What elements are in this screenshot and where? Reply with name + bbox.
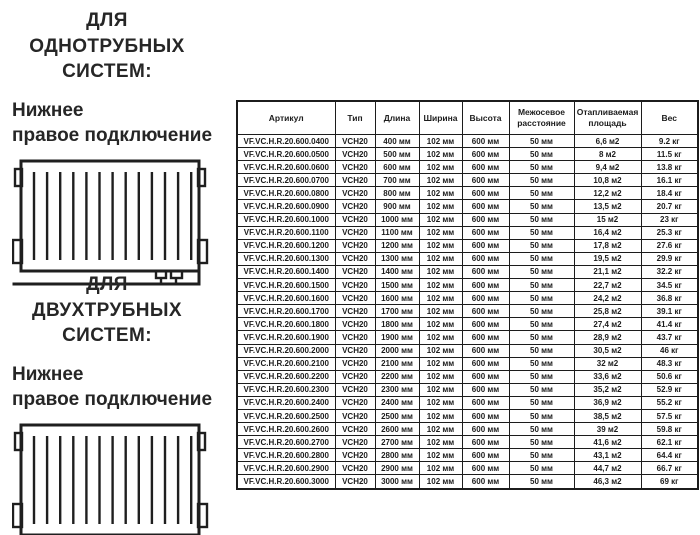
table-cell: VF.VC.H.R.20.600.3000 (237, 475, 335, 489)
table-cell: 50 мм (509, 370, 574, 383)
table-cell: 2100 мм (375, 357, 419, 370)
table-cell: VCH20 (335, 475, 375, 489)
table-cell: 102 мм (419, 305, 462, 318)
table-row (237, 252, 698, 265)
table-cell: 102 мм (419, 331, 462, 344)
table-cell: 22,7 м2 (574, 279, 641, 292)
table-cell: VCH20 (335, 161, 375, 174)
table-cell: 102 мм (419, 265, 462, 278)
table-cell: 66.7 кг (641, 462, 698, 475)
table-row (237, 475, 698, 489)
table-cell: 1000 мм (375, 213, 419, 226)
table-cell: 46,3 м2 (574, 475, 641, 489)
table-cell: 50 мм (509, 200, 574, 213)
table-cell: VCH20 (335, 252, 375, 265)
table-cell: 600 мм (462, 436, 509, 449)
section-subtitle-line1: Нижнее (12, 99, 84, 121)
table-cell: 50 мм (509, 226, 574, 239)
table-cell: VF.VC.H.R.20.600.0600 (237, 161, 335, 174)
table-cell: VF.VC.H.R.20.600.0800 (237, 187, 335, 200)
table-cell: VCH20 (335, 265, 375, 278)
table-cell: 46 кг (641, 344, 698, 357)
table-row (237, 318, 698, 331)
table-cell: 15 м2 (574, 213, 641, 226)
table-cell: 8 м2 (574, 148, 641, 161)
section-single-pipe (12, 8, 228, 290)
table-cell: 50 мм (509, 213, 574, 226)
table-cell: 27,4 м2 (574, 318, 641, 331)
table-row (237, 370, 698, 383)
table-cell: 2700 мм (375, 436, 419, 449)
table-row (237, 344, 698, 357)
table-cell: 50 мм (509, 396, 574, 409)
table-row (237, 174, 698, 187)
table-cell: 102 мм (419, 383, 462, 396)
table-cell: 102 мм (419, 318, 462, 331)
table-cell: 102 мм (419, 161, 462, 174)
table-cell: 50 мм (509, 265, 574, 278)
table-cell: 600 мм (462, 409, 509, 422)
table-cell: 25,8 м2 (574, 305, 641, 318)
table-cell: VF.VC.H.R.20.600.2900 (237, 462, 335, 475)
table-cell: 102 мм (419, 462, 462, 475)
section-subtitle-line2: правое подключение (12, 124, 213, 146)
table-cell: 600 мм (462, 239, 509, 252)
table-cell: VCH20 (335, 239, 375, 252)
table-row (237, 292, 698, 305)
table-cell: 102 мм (419, 396, 462, 409)
table-cell: 600 мм (462, 174, 509, 187)
table-cell: VF.VC.H.R.20.600.2500 (237, 409, 335, 422)
table-cell: 2800 мм (375, 449, 419, 462)
table-header-cell: Ширина (419, 101, 462, 135)
table-cell: 600 мм (462, 279, 509, 292)
table-cell: 36,9 м2 (574, 396, 641, 409)
table-cell: 38,5 м2 (574, 409, 641, 422)
table-cell: 34.5 кг (641, 279, 698, 292)
table-cell: 12,2 м2 (574, 187, 641, 200)
table-cell: 102 мм (419, 135, 462, 148)
table-cell: VF.VC.H.R.20.600.2000 (237, 344, 335, 357)
table-cell: 16.1 кг (641, 174, 698, 187)
section-subtitle (12, 363, 228, 412)
table-cell: VCH20 (335, 305, 375, 318)
table-cell: 600 мм (462, 305, 509, 318)
table-cell: 1700 мм (375, 305, 419, 318)
table-header-cell: Отапливаемая площадь (574, 101, 641, 135)
table-cell: 600 мм (462, 161, 509, 174)
table-cell: 600 мм (462, 449, 509, 462)
table-cell: 600 мм (462, 462, 509, 475)
table-row (237, 213, 698, 226)
table-cell: 43.7 кг (641, 331, 698, 344)
table-cell: VF.VC.H.R.20.600.1900 (237, 331, 335, 344)
table-cell: VCH20 (335, 187, 375, 200)
table-cell: VCH20 (335, 344, 375, 357)
table-cell: 39 м2 (574, 423, 641, 436)
table-cell: 28,9 м2 (574, 331, 641, 344)
table-cell: 102 мм (419, 239, 462, 252)
table-row (237, 305, 698, 318)
table-cell: 17,8 м2 (574, 239, 641, 252)
table-cell: 1300 мм (375, 252, 419, 265)
table-row (237, 148, 698, 161)
table-cell: 50 мм (509, 292, 574, 305)
table-cell: VF.VC.H.R.20.600.0900 (237, 200, 335, 213)
spec-table-head (237, 101, 698, 135)
table-cell: 20.7 кг (641, 200, 698, 213)
table-cell: 50 мм (509, 409, 574, 422)
section-title-line2: СИСТЕМ: (62, 325, 152, 347)
section-two-pipe (12, 272, 228, 535)
table-cell: 600 мм (462, 226, 509, 239)
table-cell: VCH20 (335, 370, 375, 383)
table-cell: 50 мм (509, 436, 574, 449)
section-title-line2: СИСТЕМ: (62, 61, 152, 83)
table-header-row (237, 101, 698, 135)
table-cell: 500 мм (375, 148, 419, 161)
table-cell: 50 мм (509, 279, 574, 292)
table-cell: VCH20 (335, 462, 375, 475)
table-cell: 400 мм (375, 135, 419, 148)
table-cell: 102 мм (419, 475, 462, 489)
table-cell: 50 мм (509, 475, 574, 489)
table-cell: 50.6 кг (641, 370, 698, 383)
table-cell: 2900 мм (375, 462, 419, 475)
table-cell: 1200 мм (375, 239, 419, 252)
table-cell: 102 мм (419, 187, 462, 200)
table-cell: VCH20 (335, 331, 375, 344)
table-cell: VF.VC.H.R.20.600.2800 (237, 449, 335, 462)
table-row (237, 396, 698, 409)
table-cell: 600 мм (462, 213, 509, 226)
radiator-diagram-single-pipe-icon (12, 158, 212, 290)
section-title-line1: ДЛЯ ОДНОТРУБНЫХ (29, 10, 185, 57)
table-cell: 50 мм (509, 148, 574, 161)
table-cell: 2000 мм (375, 344, 419, 357)
table-cell: 600 мм (462, 423, 509, 436)
table-cell: 50 мм (509, 174, 574, 187)
table-cell: 700 мм (375, 174, 419, 187)
table-cell: 600 мм (462, 331, 509, 344)
table-cell: 102 мм (419, 148, 462, 161)
table-cell: VF.VC.H.R.20.600.1400 (237, 265, 335, 278)
table-cell: 1900 мм (375, 331, 419, 344)
table-cell: 24,2 м2 (574, 292, 641, 305)
table-cell: VF.VC.H.R.20.600.1600 (237, 292, 335, 305)
table-cell: 50 мм (509, 239, 574, 252)
table-cell: 23 кг (641, 213, 698, 226)
table-cell: 11.5 кг (641, 148, 698, 161)
section-title (12, 8, 202, 85)
table-cell: VF.VC.H.R.20.600.1700 (237, 305, 335, 318)
table-row (237, 226, 698, 239)
table-cell: VF.VC.H.R.20.600.1200 (237, 239, 335, 252)
table-cell: VCH20 (335, 213, 375, 226)
table-cell: 50 мм (509, 252, 574, 265)
table-header-cell: Межосевое расстояние (509, 101, 574, 135)
table-row (237, 436, 698, 449)
table-cell: 900 мм (375, 200, 419, 213)
table-cell: VCH20 (335, 135, 375, 148)
table-cell: 52.9 кг (641, 383, 698, 396)
table-row (237, 161, 698, 174)
table-cell: 18.4 кг (641, 187, 698, 200)
table-cell: 39.1 кг (641, 305, 698, 318)
table-row (237, 239, 698, 252)
table-cell: VCH20 (335, 292, 375, 305)
table-header-cell: Длина (375, 101, 419, 135)
table-cell: VCH20 (335, 318, 375, 331)
table-cell: VCH20 (335, 423, 375, 436)
radiator-diagram-two-pipe-icon (12, 422, 212, 535)
table-cell: 102 мм (419, 213, 462, 226)
table-cell: 2400 мм (375, 396, 419, 409)
table-row (237, 462, 698, 475)
table-cell: 13.8 кг (641, 161, 698, 174)
table-cell: 50 мм (509, 423, 574, 436)
table-row (237, 265, 698, 278)
table-cell: 69 кг (641, 475, 698, 489)
table-cell: 600 мм (462, 357, 509, 370)
table-cell: VF.VC.H.R.20.600.2400 (237, 396, 335, 409)
table-cell: 800 мм (375, 187, 419, 200)
table-header-cell: Тип (335, 101, 375, 135)
table-row (237, 331, 698, 344)
table-cell: 16,4 м2 (574, 226, 641, 239)
table-row (237, 357, 698, 370)
table-cell: 50 мм (509, 318, 574, 331)
table-cell: VF.VC.H.R.20.600.2600 (237, 423, 335, 436)
table-row (237, 423, 698, 436)
table-cell: 44,7 м2 (574, 462, 641, 475)
table-cell: 43,1 м2 (574, 449, 641, 462)
table-cell: VF.VC.H.R.20.600.0700 (237, 174, 335, 187)
spec-table-body (237, 135, 698, 489)
table-cell: VCH20 (335, 174, 375, 187)
table-cell: 102 мм (419, 344, 462, 357)
table-cell: 102 мм (419, 279, 462, 292)
table-cell: 102 мм (419, 370, 462, 383)
section-subtitle (12, 99, 228, 148)
table-cell: 600 мм (462, 292, 509, 305)
table-cell: 1100 мм (375, 226, 419, 239)
table-cell: 102 мм (419, 357, 462, 370)
table-cell: 1600 мм (375, 292, 419, 305)
table-cell: 64.4 кг (641, 449, 698, 462)
table-cell: VF.VC.H.R.20.600.2200 (237, 370, 335, 383)
table-cell: VF.VC.H.R.20.600.0400 (237, 135, 335, 148)
table-cell: VCH20 (335, 396, 375, 409)
table-cell: 57.5 кг (641, 409, 698, 422)
table-cell: 6,6 м2 (574, 135, 641, 148)
table-cell: 13,5 м2 (574, 200, 641, 213)
table-cell: 25.3 кг (641, 226, 698, 239)
table-cell: 600 мм (462, 318, 509, 331)
table-cell: 32 м2 (574, 357, 641, 370)
table-cell: 50 мм (509, 449, 574, 462)
table-cell: 50 мм (509, 383, 574, 396)
table-cell: 2600 мм (375, 423, 419, 436)
table-cell: 600 мм (462, 187, 509, 200)
table-cell: 50 мм (509, 462, 574, 475)
table-cell: VCH20 (335, 226, 375, 239)
table-cell: VF.VC.H.R.20.600.1800 (237, 318, 335, 331)
table-cell: VCH20 (335, 148, 375, 161)
table-cell: 102 мм (419, 292, 462, 305)
table-cell: VCH20 (335, 200, 375, 213)
table-row (237, 135, 698, 148)
table-cell: 9,4 м2 (574, 161, 641, 174)
table-cell: 10,8 м2 (574, 174, 641, 187)
table-header-cell: Высота (462, 101, 509, 135)
table-cell: VCH20 (335, 436, 375, 449)
table-cell: 102 мм (419, 409, 462, 422)
table-cell: 102 мм (419, 252, 462, 265)
table-cell: 600 мм (462, 383, 509, 396)
table-cell: 600 мм (462, 252, 509, 265)
table-cell: 600 мм (462, 396, 509, 409)
table-cell: 41,6 м2 (574, 436, 641, 449)
table-cell: 600 мм (462, 344, 509, 357)
table-cell: 62.1 кг (641, 436, 698, 449)
table-cell: VF.VC.H.R.20.600.2300 (237, 383, 335, 396)
table-cell: 19,5 м2 (574, 252, 641, 265)
table-cell: 600 мм (462, 265, 509, 278)
table-cell: 9.2 кг (641, 135, 698, 148)
table-cell: 2300 мм (375, 383, 419, 396)
table-cell: 600 мм (375, 161, 419, 174)
table-cell: VCH20 (335, 383, 375, 396)
table-cell: 600 мм (462, 475, 509, 489)
table-cell: 102 мм (419, 449, 462, 462)
table-cell: 48.3 кг (641, 357, 698, 370)
table-cell: 102 мм (419, 423, 462, 436)
table-cell: 102 мм (419, 174, 462, 187)
table-cell: 55.2 кг (641, 396, 698, 409)
table-cell: 1800 мм (375, 318, 419, 331)
table-cell: 27.6 кг (641, 239, 698, 252)
table-cell: 600 мм (462, 135, 509, 148)
section-subtitle-line1: Нижнее (12, 363, 84, 385)
section-title (12, 272, 202, 349)
table-cell: 21,1 м2 (574, 265, 641, 278)
table-cell: 102 мм (419, 226, 462, 239)
section-subtitle-line2: правое подключение (12, 388, 213, 410)
table-cell: 50 мм (509, 161, 574, 174)
table-cell: 33,6 м2 (574, 370, 641, 383)
table-row (237, 279, 698, 292)
table-header-cell: Вес (641, 101, 698, 135)
table-cell: 32.2 кг (641, 265, 698, 278)
spec-table (236, 100, 699, 490)
table-cell: 3000 мм (375, 475, 419, 489)
table-cell: 600 мм (462, 200, 509, 213)
table-header-cell: Артикул (237, 101, 335, 135)
table-cell: 50 мм (509, 357, 574, 370)
table-cell: 2200 мм (375, 370, 419, 383)
table-cell: VF.VC.H.R.20.600.1100 (237, 226, 335, 239)
table-cell: 1400 мм (375, 265, 419, 278)
table-row (237, 409, 698, 422)
table-cell: VCH20 (335, 449, 375, 462)
table-cell: VF.VC.H.R.20.600.1500 (237, 279, 335, 292)
table-cell: 50 мм (509, 187, 574, 200)
table-cell: 50 мм (509, 344, 574, 357)
table-row (237, 383, 698, 396)
table-cell: 35,2 м2 (574, 383, 641, 396)
table-cell: VF.VC.H.R.20.600.1000 (237, 213, 335, 226)
table-cell: 41.4 кг (641, 318, 698, 331)
table-cell: VF.VC.H.R.20.600.2100 (237, 357, 335, 370)
table-cell: 59.8 кг (641, 423, 698, 436)
table-cell: 29.9 кг (641, 252, 698, 265)
table-cell: 30,5 м2 (574, 344, 641, 357)
table-cell: VCH20 (335, 409, 375, 422)
table-cell: 600 мм (462, 370, 509, 383)
table-cell: VCH20 (335, 279, 375, 292)
table-cell: 102 мм (419, 200, 462, 213)
table-row (237, 449, 698, 462)
table-cell: 36.8 кг (641, 292, 698, 305)
table-cell: 600 мм (462, 148, 509, 161)
table-cell: VF.VC.H.R.20.600.0500 (237, 148, 335, 161)
table-cell: 50 мм (509, 331, 574, 344)
table-cell: 1500 мм (375, 279, 419, 292)
table-cell: 2500 мм (375, 409, 419, 422)
table-cell: VF.VC.H.R.20.600.2700 (237, 436, 335, 449)
section-title-line1: ДЛЯ ДВУХТРУБНЫХ (32, 274, 182, 321)
table-cell: 50 мм (509, 135, 574, 148)
table-cell: VF.VC.H.R.20.600.1300 (237, 252, 335, 265)
table-cell: 102 мм (419, 436, 462, 449)
table-row (237, 200, 698, 213)
table-row (237, 187, 698, 200)
table-cell: 50 мм (509, 305, 574, 318)
table-cell: VCH20 (335, 357, 375, 370)
